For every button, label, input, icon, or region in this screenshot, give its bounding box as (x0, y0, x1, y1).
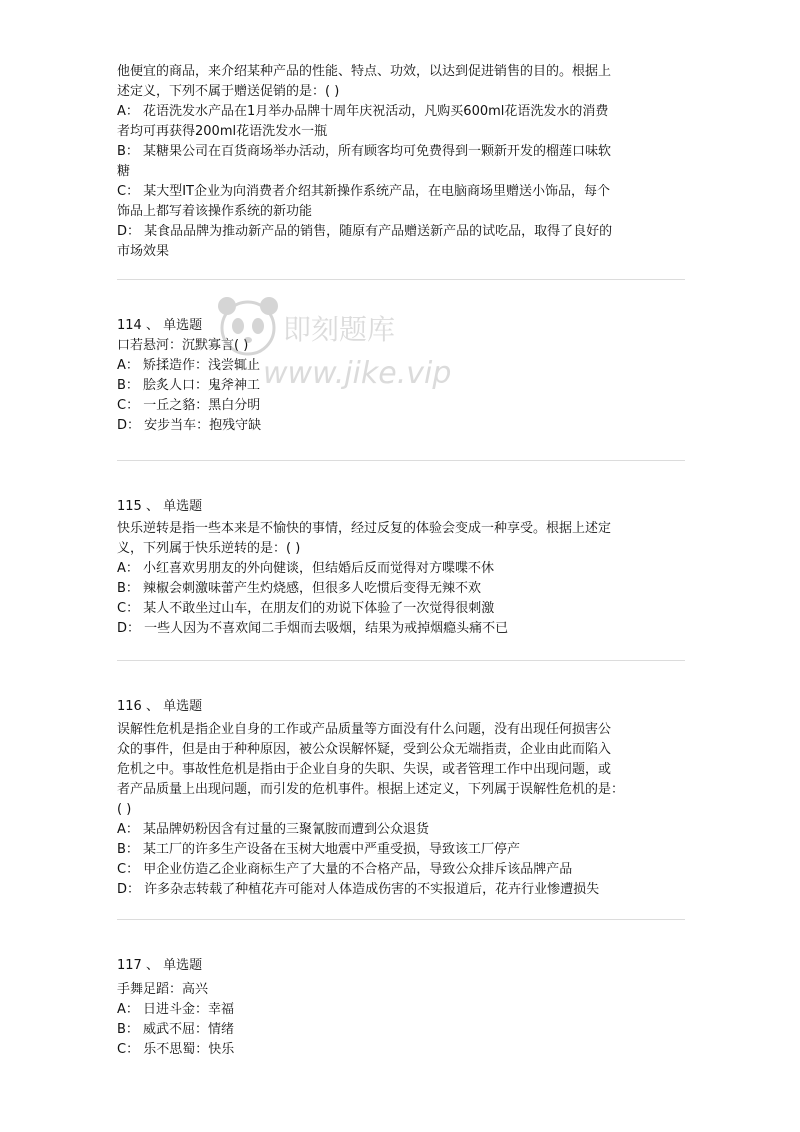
option-b-cont: 糖 (117, 164, 131, 179)
option-c: C： 某大型IT企业为向消费者介绍其新操作系统产品，在电脑商场里赠送小饰品，每个 (117, 184, 610, 199)
question-header: 114 、 单选题 (117, 318, 203, 333)
panda-logo-icon (213, 290, 283, 360)
option-c: C： 甲企业仿造乙企业商标生产了大量的不合格产品，导致公众排斥该品牌产品 (117, 862, 573, 877)
question-stem-line: 危机之中。事故性危机是指由于企业自身的失职、失误，或者管理工作中出现问题，或 (117, 762, 612, 777)
question-stem-line: ( ) (117, 802, 132, 817)
option-d: D： 一些人因为不喜欢闻二手烟而去吸烟，结果为戒掉烟瘾头痛不已 (117, 621, 509, 636)
question-stem-line: 者产品质量上出现问题，而引发的危机事件。根据上述定义，下列属于误解性危机的是： (117, 782, 625, 797)
question-113 (117, 62, 687, 262)
watermark (213, 290, 452, 420)
question-header: 117 、 单选题 (117, 958, 203, 973)
option-d-cont: 市场效果 (117, 244, 170, 259)
option-a: A： 花语洗发水产品在1月举办品牌十周年庆祝活动，凡购买600ml花语洗发水的消费 (117, 104, 609, 119)
question-115 (117, 497, 687, 639)
question-stem: 口若悬河：沉默寡言( ) (117, 338, 249, 353)
option-c: C： 乐不思蜀：快乐 (117, 1042, 235, 1057)
option-b: B： 威武不屈：情绪 (117, 1022, 235, 1037)
option-b: B： 脍炙人口：鬼斧神工 (117, 378, 261, 393)
watermark-brand: 即刻题库 (283, 313, 396, 346)
divider (117, 660, 685, 661)
question-header: 115 、 单选题 (117, 499, 203, 514)
question-header: 116 、 单选题 (117, 699, 203, 714)
option-c: C： 一丘之貉：黑白分明 (117, 398, 261, 413)
divider (117, 460, 685, 461)
option-d: D： 安步当车：抱残守缺 (117, 418, 262, 433)
question-stem-line: 快乐逆转是指一些本来是不愉快的事情，经过反复的体验会变成一种享受。根据上述定 (117, 521, 612, 536)
option-a: A： 某品牌奶粉因含有过量的三聚氰胺而遭到公众退货 (117, 822, 430, 837)
option-c-cont: 饰品上都写着该操作系统的新功能 (117, 204, 313, 219)
divider (117, 279, 685, 280)
question-116 (117, 697, 687, 900)
option-c: C： 某人不敢坐过山车，在朋友们的劝说下体验了一次觉得很刺激 (117, 601, 495, 616)
option-a: A： 小红喜欢男朋友的外向健谈，但结婚后反而觉得对方喋喋不休 (117, 561, 495, 576)
option-d: D： 某食品品牌为推动新产品的销售，随原有产品赠送新产品的试吃品，取得了良好的 (117, 224, 613, 239)
question-stem-line: 众的事件，但是由于种种原因，被公众误解怀疑，受到公众无端指责，企业由此而陷入 (117, 742, 612, 757)
option-d: D： 许多杂志转载了种植花卉可能对人体造成伤害的不实报道后，花卉行业惨遭损失 (117, 882, 600, 897)
question-117 (117, 956, 687, 1060)
question-stem-line: 述定义，下列不属于赠送促销的是：( ) (117, 84, 340, 99)
option-b: B： 某工厂的许多生产设备在玉树大地震中严重受损，导致该工厂停产 (117, 842, 521, 857)
divider (117, 919, 685, 920)
question-stem-line: 他便宜的商品，来介绍某种产品的性能、特点、功效，以达到促进销售的目的。根据上 (117, 64, 612, 79)
question-stem-line: 义，下列属于快乐逆转的是：( ) (117, 541, 301, 556)
option-b: B： 辣椒会刺激味蕾产生灼烧感，但很多人吃惯后变得无辣不欢 (117, 581, 482, 596)
watermark-url: www.jike.vip (263, 356, 452, 391)
option-a: A： 矫揉造作：浅尝辄止 (117, 358, 261, 373)
option-a-cont: 者均可再获得200ml花语洗发水一瓶 (117, 124, 328, 139)
option-a: A： 日进斗金：幸福 (117, 1002, 235, 1017)
question-stem-line: 误解性危机是指企业自身的工作或产品质量等方面没有什么问题，没有出现任何损害公 (117, 722, 612, 737)
option-b: B： 某糖果公司在百货商场举办活动，所有顾客均可免费得到一颗新开发的榴莲口味软 (117, 144, 612, 159)
question-stem: 手舞足蹈：高兴 (117, 982, 209, 997)
